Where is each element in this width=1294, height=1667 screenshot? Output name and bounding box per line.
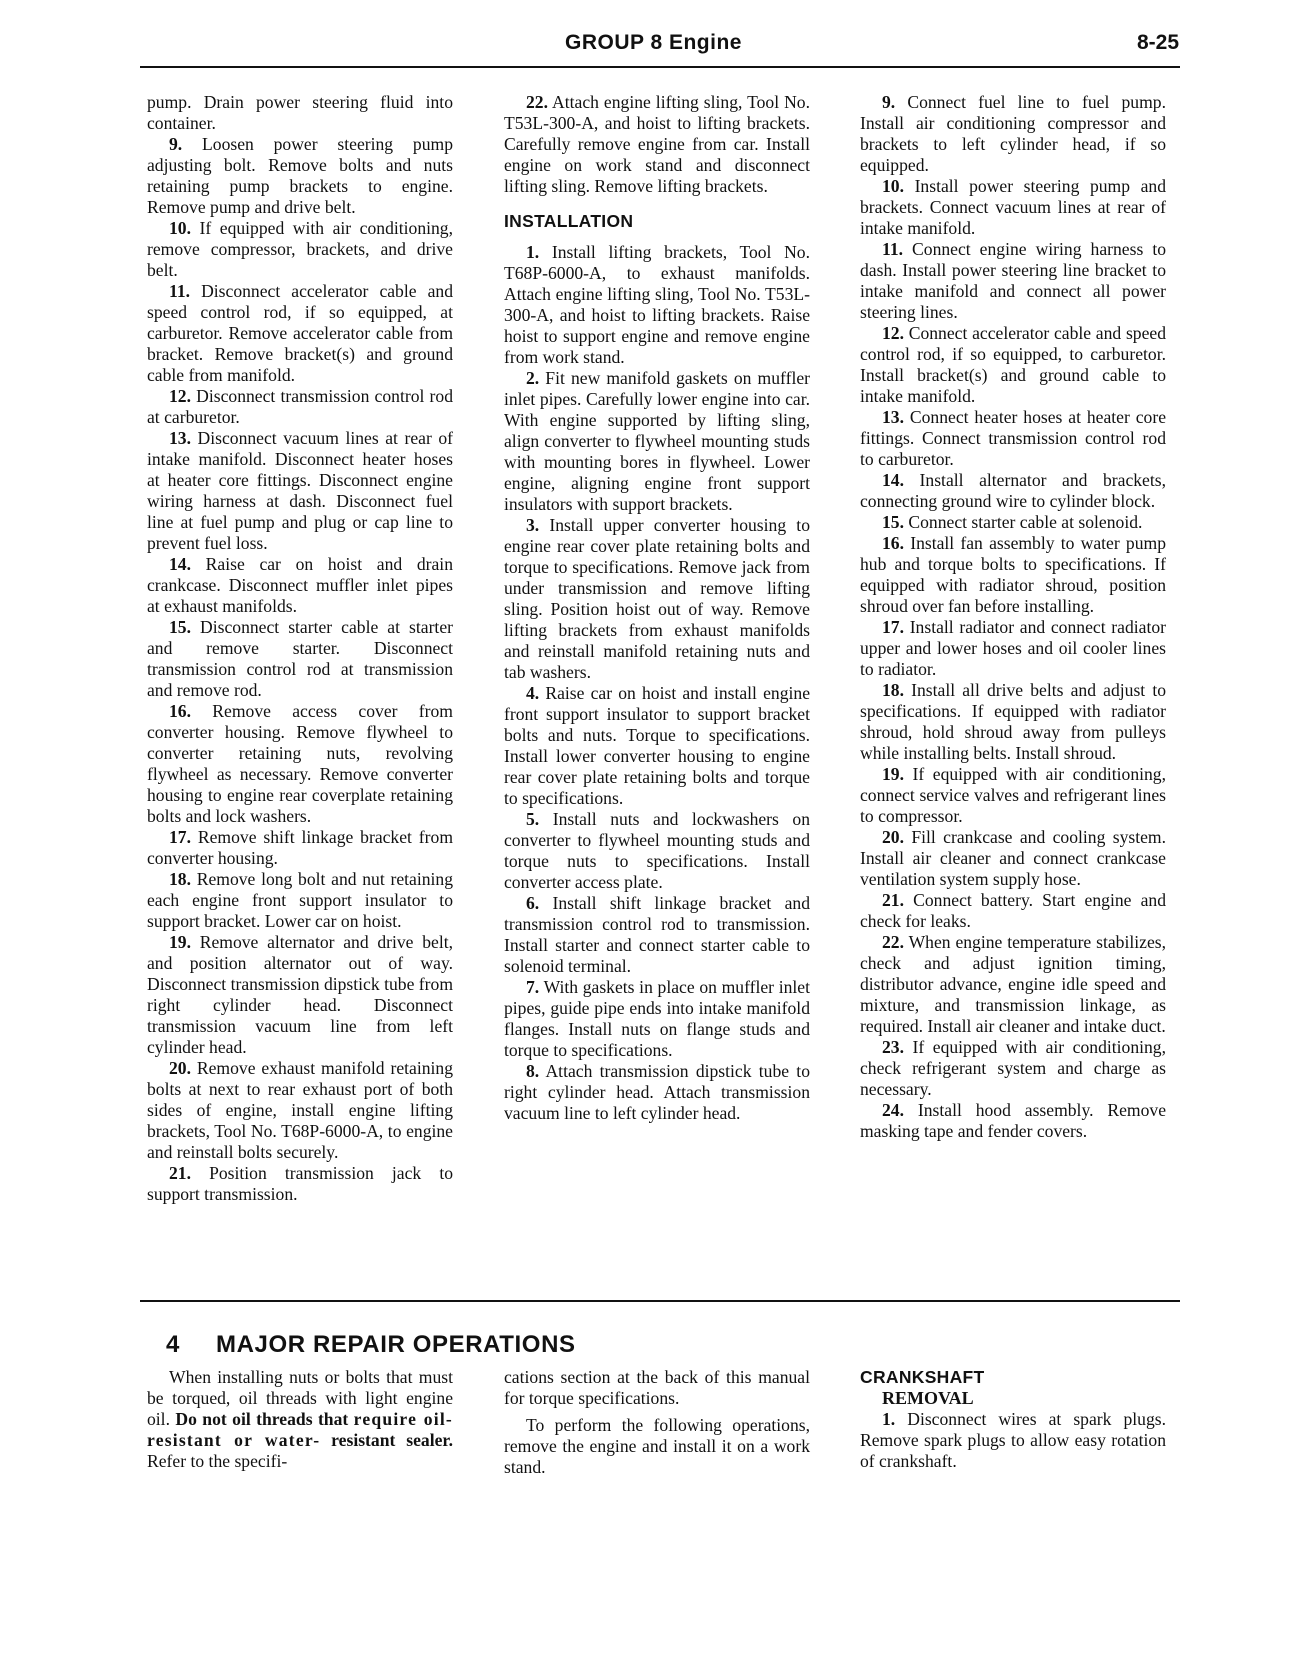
list-item — [147, 1163, 453, 1205]
step-text: Install hood assembly. Remove masking tape and fender covers. — [860, 1100, 1166, 1141]
step-number: 19. — [882, 764, 904, 784]
step-number: 16. — [882, 533, 904, 553]
step-number: 21. — [169, 1163, 191, 1183]
crankshaft-heading: CRANKSHAFT — [860, 1367, 985, 1387]
step-text: Remove exhaust manifold retaining bolts at next to rear exhaust port of both sides of engine, install engine lifting brackets, Tool No. T68P-6000-A, to engine and reinstall bolts securely. — [147, 1058, 453, 1162]
step-number: 13. — [882, 407, 904, 427]
list-item — [147, 428, 453, 554]
list-item — [147, 932, 453, 1058]
major-column-2 — [504, 1367, 810, 1478]
step-text: Connect starter cable at solenoid. — [904, 512, 1143, 532]
step-number: 14. — [169, 554, 191, 574]
list-item — [504, 683, 810, 809]
list-item — [860, 827, 1166, 890]
section-title: MAJOR REPAIR OPERATIONS — [216, 1331, 576, 1358]
step-number: 20. — [882, 827, 904, 847]
list-item — [504, 893, 810, 977]
step-text: Install power steering pump and brackets. Connect vacuum lines at rear of intake manifold. — [860, 176, 1166, 238]
list-item — [147, 281, 453, 386]
section-number: 4 — [166, 1331, 180, 1358]
page-number: 8-25 — [1136, 31, 1179, 54]
list-item — [860, 1100, 1166, 1142]
column-1 — [147, 92, 453, 1205]
specifications-paragraph: cations section at the back of this manual for torque specifications. — [504, 1367, 810, 1408]
list-item — [504, 1061, 810, 1124]
list-item — [504, 977, 810, 1061]
major-intro-paragraph — [147, 1367, 453, 1472]
step-number: 24. — [882, 1100, 904, 1120]
step-number: 8. — [526, 1061, 540, 1081]
list-item — [504, 368, 810, 515]
step-number: 6. — [526, 893, 540, 913]
step-text: Loosen power steering pump adjusting bolt. Remove bolts and nuts retaining pump brackets to engine. Remove pump and drive belt. — [147, 134, 453, 217]
step-text: Install radiator and connect radiator upper and lower hoses and oil cooler lines to radiator. — [860, 617, 1166, 679]
step-text: Install all drive belts and adjust to specifications. If equipped with radiator shroud, hold shroud away from pulleys while installing belts. Install shroud. — [860, 680, 1166, 763]
step-number: 7. — [526, 977, 540, 997]
intro-tail: Refer to the specifi- — [147, 1451, 288, 1471]
step-number: 22. — [882, 932, 904, 952]
step-text: If equipped with air conditioning, remove compressor, brackets, and drive belt. — [147, 218, 453, 280]
step-number: 1. — [882, 1409, 896, 1429]
major-column-1 — [147, 1367, 453, 1472]
work-stand-paragraph: To perform the following operations, remove the engine and install it on a work stand. — [504, 1415, 810, 1477]
step-number: 23. — [882, 1037, 904, 1057]
step-text: If equipped with air conditioning, connect service valves and refrigerant lines to compressor. — [860, 764, 1166, 826]
list-item — [147, 134, 453, 218]
step-text: Attach engine lifting sling, Tool No. T53L-300-A, and hoist to lifting brackets. Carefully remove engine from car. Install engine on work stand and disconnect lifting sling. Remove lifting brackets. — [504, 92, 810, 196]
step-text: Connect heater hoses at heater core fittings. Connect transmission control rod to carburetor. — [860, 407, 1166, 469]
list-item — [147, 386, 453, 428]
column-2 — [504, 92, 810, 1124]
step-text: Connect fuel line to fuel pump. Install air conditioning compressor and brackets to left cylinder head, if so equipped. — [860, 92, 1166, 175]
step-text: Attach transmission dipstick tube to right cylinder head. Attach transmission vacuum line to left cylinder head. — [504, 1061, 810, 1123]
step-text: pump. Drain power steering fluid into container. — [147, 92, 453, 133]
list-item — [860, 239, 1166, 323]
list-item — [860, 323, 1166, 407]
list-item — [860, 764, 1166, 827]
list-item — [147, 827, 453, 869]
step-number: 5. — [526, 809, 540, 829]
step-number: 13. — [169, 428, 191, 448]
list-item — [860, 533, 1166, 617]
header-rule — [140, 66, 1180, 68]
step-number: 14. — [882, 470, 904, 490]
step-text: Fit new manifold gaskets on muffler inlet pipes. Carefully lower engine into car. With engine supported by lifting sling, align converter to flywheel mounting studs with mounting bores in flywheel. Lower engine, aligning engine front support insulators with support brackets. — [504, 368, 810, 514]
step-text: If equipped with air conditioning, check refrigerant system and charge as necessary. — [860, 1037, 1166, 1099]
list-item — [147, 1058, 453, 1163]
list-item — [504, 92, 810, 197]
step-text: Install shift linkage bracket and transmission control rod to transmission. Install starter and connect starter cable to solenoid terminal. — [504, 893, 810, 976]
step-text: Connect engine wiring harness to dash. Install power steering line bracket to intake manifold and connect all power steering lines. — [860, 239, 1166, 322]
list-item — [860, 407, 1166, 470]
step-number: 16. — [169, 701, 191, 721]
step-number: 17. — [169, 827, 191, 847]
step-number: 11. — [169, 281, 191, 301]
step-number: 11. — [882, 239, 904, 259]
step-number: 18. — [169, 869, 191, 889]
step-text: Remove long bolt and nut retaining each engine front support insulator to support bracket. Lower car on hoist. — [147, 869, 453, 931]
header-group-title: GROUP 8 Engine — [565, 31, 742, 54]
list-item — [147, 617, 453, 701]
page-header — [0, 0, 1294, 70]
step-number: 22. — [526, 92, 548, 112]
column-3 — [860, 92, 1166, 1142]
step-number: 10. — [882, 176, 904, 196]
list-item — [147, 869, 453, 932]
installation-heading: INSTALLATION — [504, 211, 634, 231]
list-item — [860, 176, 1166, 239]
section-heading — [166, 1331, 576, 1359]
step-number: 9. — [882, 92, 896, 112]
step-text: Install fan assembly to water pump hub and torque bolts to specifications. If equipped with radiator shroud, position shroud over fan before installing. — [860, 533, 1166, 616]
step-text: Remove alternator and drive belt, and position alternator out of way. Disconnect transmission dipstick tube from right cylinder head. Disconnect transmission vacuum line from left cylinder head. — [147, 932, 453, 1057]
list-item — [147, 554, 453, 617]
step-text: Raise car on hoist and drain crankcase. Disconnect muffler inlet pipes at exhaust manifolds. — [147, 554, 453, 616]
step-number: 1. — [526, 242, 540, 262]
caution-text-2: require oil-resistant or water- — [147, 1409, 453, 1450]
step-text: Disconnect wires at spark plugs. Remove spark plugs to allow easy rotation of crankshaft. — [860, 1409, 1166, 1471]
step-text: Connect accelerator cable and speed control rod, if so equipped, to carburetor. Install bracket(s) and ground cable to intake manifold. — [860, 323, 1166, 406]
step-text: Remove shift linkage bracket from converter housing. — [147, 827, 453, 868]
list-item — [147, 218, 453, 281]
list-item — [860, 932, 1166, 1037]
list-item — [860, 890, 1166, 932]
step-number: 15. — [882, 512, 904, 532]
step-number: 17. — [882, 617, 904, 637]
step-text: Install alternator and brackets, connecting ground wire to cylinder block. — [860, 470, 1166, 511]
step-number: 4. — [526, 683, 540, 703]
list-item — [860, 617, 1166, 680]
step-text: Install upper converter housing to engine rear cover plate retaining bolts and torque to specifications. Remove jack from under transmission and remove lifting sling. Position hoist out of way. Remove lifting brackets from exhaust manifolds and reinstall manifold retaining nuts and tab washers. — [504, 515, 810, 682]
step-text: Raise car on hoist and install engine front support insulator to support bracket bolts and nuts. Torque to specifications. Install lower converter housing to engine rear cover plate retaining bolts and torque to specifications. — [504, 683, 810, 808]
step-number: 2. — [526, 368, 540, 388]
step-number: 21. — [882, 890, 904, 910]
step-text: When engine temperature stabilizes, check and adjust ignition timing, distributor advance, engine idle speed and mixture, and transmission linkage, as required. Install air cleaner and intake duct. — [860, 932, 1166, 1036]
step-number: 18. — [882, 680, 904, 700]
step-number: 15. — [169, 617, 191, 637]
crankshaft-step-1 — [860, 1409, 1166, 1472]
list-item — [147, 701, 453, 827]
removal-subheading: REMOVAL — [882, 1388, 974, 1408]
step-text: Position transmission jack to support transmission. — [147, 1163, 453, 1204]
list-item — [504, 515, 810, 683]
caution-text-3: resistant sealer. — [331, 1430, 453, 1450]
list-item — [504, 809, 810, 893]
intro-text: When installing nuts or bolts that must be torqued, oil threads with light engine oil. — [147, 1367, 453, 1429]
step-number: 10. — [169, 218, 191, 238]
step-text: Disconnect starter cable at starter and remove starter. Disconnect transmission control rod at transmission and remove rod. — [147, 617, 453, 700]
step-text: Disconnect accelerator cable and speed control rod, if so equipped, at carburetor. Remove accelerator cable from bracket. Remove bracket(s) and ground cable from manifold. — [147, 281, 453, 385]
step-text: Install lifting brackets, Tool No. T68P-6000-A, to exhaust manifolds. Attach engine lifting sling, Tool No. T53L-300-A, and hoist to lifting brackets. Raise hoist to support engine and remove engine from work stand. — [504, 242, 810, 367]
step-number: 12. — [882, 323, 904, 343]
step-text: Disconnect vacuum lines at rear of intake manifold. Disconnect heater hoses at heater core fittings. Disconnect engine wiring harness at dash. Disconnect fuel line at fuel pump and plug or cap line to prevent fuel loss. — [147, 428, 453, 553]
list-item — [860, 92, 1166, 176]
caution-text-1: Do not oil threads that — [175, 1409, 354, 1429]
step-text: Disconnect transmission control rod at carburetor. — [147, 386, 453, 427]
step-text: Connect battery. Start engine and check for leaks. — [860, 890, 1166, 931]
step-number: 12. — [169, 386, 191, 406]
list-item — [860, 470, 1166, 512]
step-text: Fill crankcase and cooling system. Install air cleaner and connect crankcase ventilation system supply hose. — [860, 827, 1166, 889]
step-number: 19. — [169, 932, 191, 952]
step-text: With gaskets in place on muffler inlet pipes, guide pipe ends into intake manifold flanges. Install nuts on flange studs and torque to specifications. — [504, 977, 810, 1060]
step-number: 20. — [169, 1058, 191, 1078]
list-item — [860, 1037, 1166, 1100]
major-column-3 — [860, 1367, 1166, 1472]
list-item — [860, 680, 1166, 764]
step-text: Remove access cover from converter housing. Remove flywheel to converter retaining nuts, revolving flywheel as necessary. Remove converter housing to engine rear coverplate retaining bolts and lock washers. — [147, 701, 453, 826]
step-number: 3. — [526, 515, 540, 535]
list-item — [147, 92, 453, 134]
step-number: 9. — [169, 134, 183, 154]
list-item — [504, 242, 810, 368]
list-item — [860, 512, 1166, 533]
section-rule — [140, 1300, 1180, 1302]
step-text: Install nuts and lockwashers on converter to flywheel mounting studs and torque nuts to specifications. Install converter access plate. — [504, 809, 810, 892]
